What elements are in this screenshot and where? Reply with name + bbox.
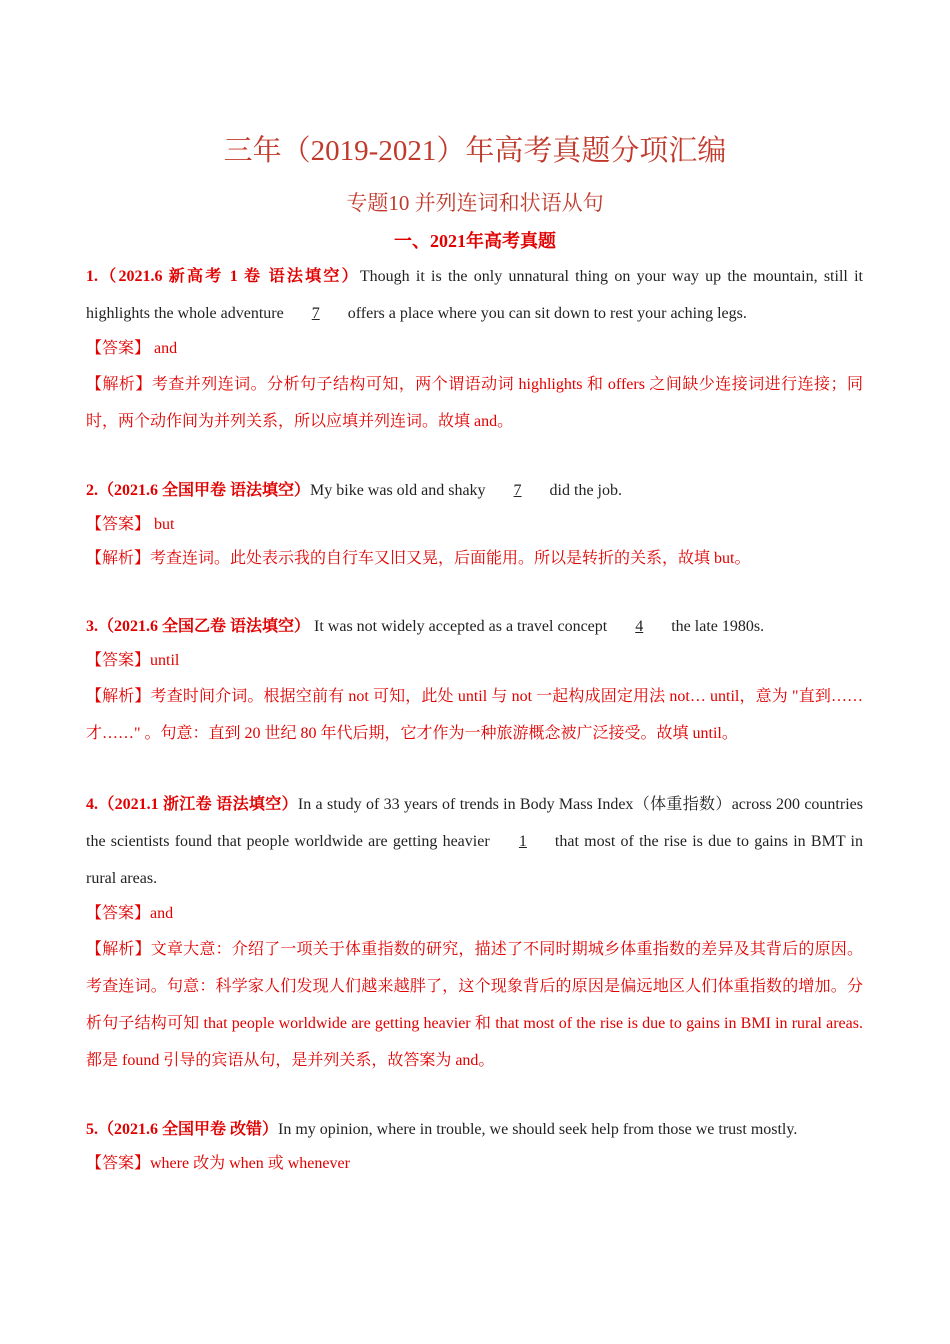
blank-number: 7 — [311, 305, 320, 322]
question-label: 3.（2021.6 全国乙卷 语法填空） — [86, 618, 311, 635]
answer: 【答案】 and — [86, 340, 178, 357]
question-2 — [86, 474, 863, 508]
blank-number: 7 — [513, 482, 522, 499]
question-list — [86, 258, 863, 1181]
answer: 【答案】 but — [86, 516, 175, 533]
question-label: 5.（2021.6 全国甲卷 改错） — [86, 1121, 279, 1138]
question-text: Though it is the only unnatural thing on your way up the mountain, still it highlights the whole adventure — [86, 268, 863, 322]
question-3 — [86, 610, 863, 644]
question-text-continued: the late 1980s. — [671, 618, 765, 635]
blank-number: 1 — [518, 833, 527, 850]
question-5 — [86, 1113, 863, 1147]
question-text: In a study of 33 years of trends in Body Mass Index（体重指数）across 200 countries the scientists found that people worldwide are getting heavier — [86, 796, 863, 850]
spacer — [86, 1079, 863, 1113]
spacer — [86, 576, 863, 610]
question-label: 1.（2021.6 新高考 1 卷 语法填空） — [86, 268, 360, 285]
question-text: It was not widely accepted as a travel concept — [314, 618, 608, 635]
spacer — [86, 440, 863, 474]
analysis: 【解析】考查连词。此处表示我的自行车又旧又晃，后面能用。所以是转折的关系，故填 but。 — [86, 550, 751, 567]
question-text-continued: offers a place where you can sit down to rest your aching legs. — [347, 305, 747, 322]
analysis: 【解析】文章大意：介绍了一项关于体重指数的研究，描述了不同时期城乡体重指数的差异及其背后的原因。考查连词。句意：科学家人们发现人们越来越胖了，这个现象背后的原因是偏远地区人们体重指数的增加。分析句子结构可知 that people worldwide are getting heavier 和 that most of the rise is due to gains in BMI in rural areas.都是 found 引导的宾语从句，是并列关系，故答案为 and。 — [86, 941, 863, 1069]
answer: 【答案】until — [86, 652, 180, 669]
page-title: 三年（2019-2021）年高考真题分项汇编 — [223, 135, 727, 167]
answer: 【答案】and — [86, 905, 174, 922]
question-label: 4.（2021.1 浙江卷 语法填空） — [86, 796, 298, 813]
question-label: 2.（2021.6 全国甲卷 语法填空） — [86, 482, 311, 499]
question-text: My bike was old and shaky — [310, 482, 486, 499]
question-text-continued: did the job. — [549, 482, 622, 499]
blank-number: 4 — [635, 618, 644, 635]
analysis: 【解析】考查时间介词。根据空前有 not 可知，此处 until 与 not 一起构成固定用法 not… until，意为 "直到……才……" 。句意：直到 20 世纪 80 年代后期，它才作为一种旅游概念被广泛接受。故填 until。 — [86, 688, 863, 742]
question-1 — [86, 258, 863, 332]
spacer — [86, 752, 863, 786]
analysis: 【解析】考查并列连词。分析句子结构可知，两个谓语动词 highlights 和 offers 之间缺少连接词进行连接；同时，两个动作间为并列关系，所以应填并列连词。故填 and。 — [86, 376, 863, 430]
question-text: In my opinion, where in trouble, we should seek help from those we trust mostly. — [278, 1121, 798, 1138]
page-subtitle: 专题10 并列连词和状语从句 — [346, 191, 604, 215]
question-4 — [86, 786, 863, 897]
answer: 【答案】where 改为 when 或 whenever — [86, 1155, 350, 1172]
question-text-continued: that most of the rise is due to gains in BMT in rural areas. — [86, 833, 863, 887]
section-heading: 一、2021年高考真题 — [394, 231, 556, 251]
